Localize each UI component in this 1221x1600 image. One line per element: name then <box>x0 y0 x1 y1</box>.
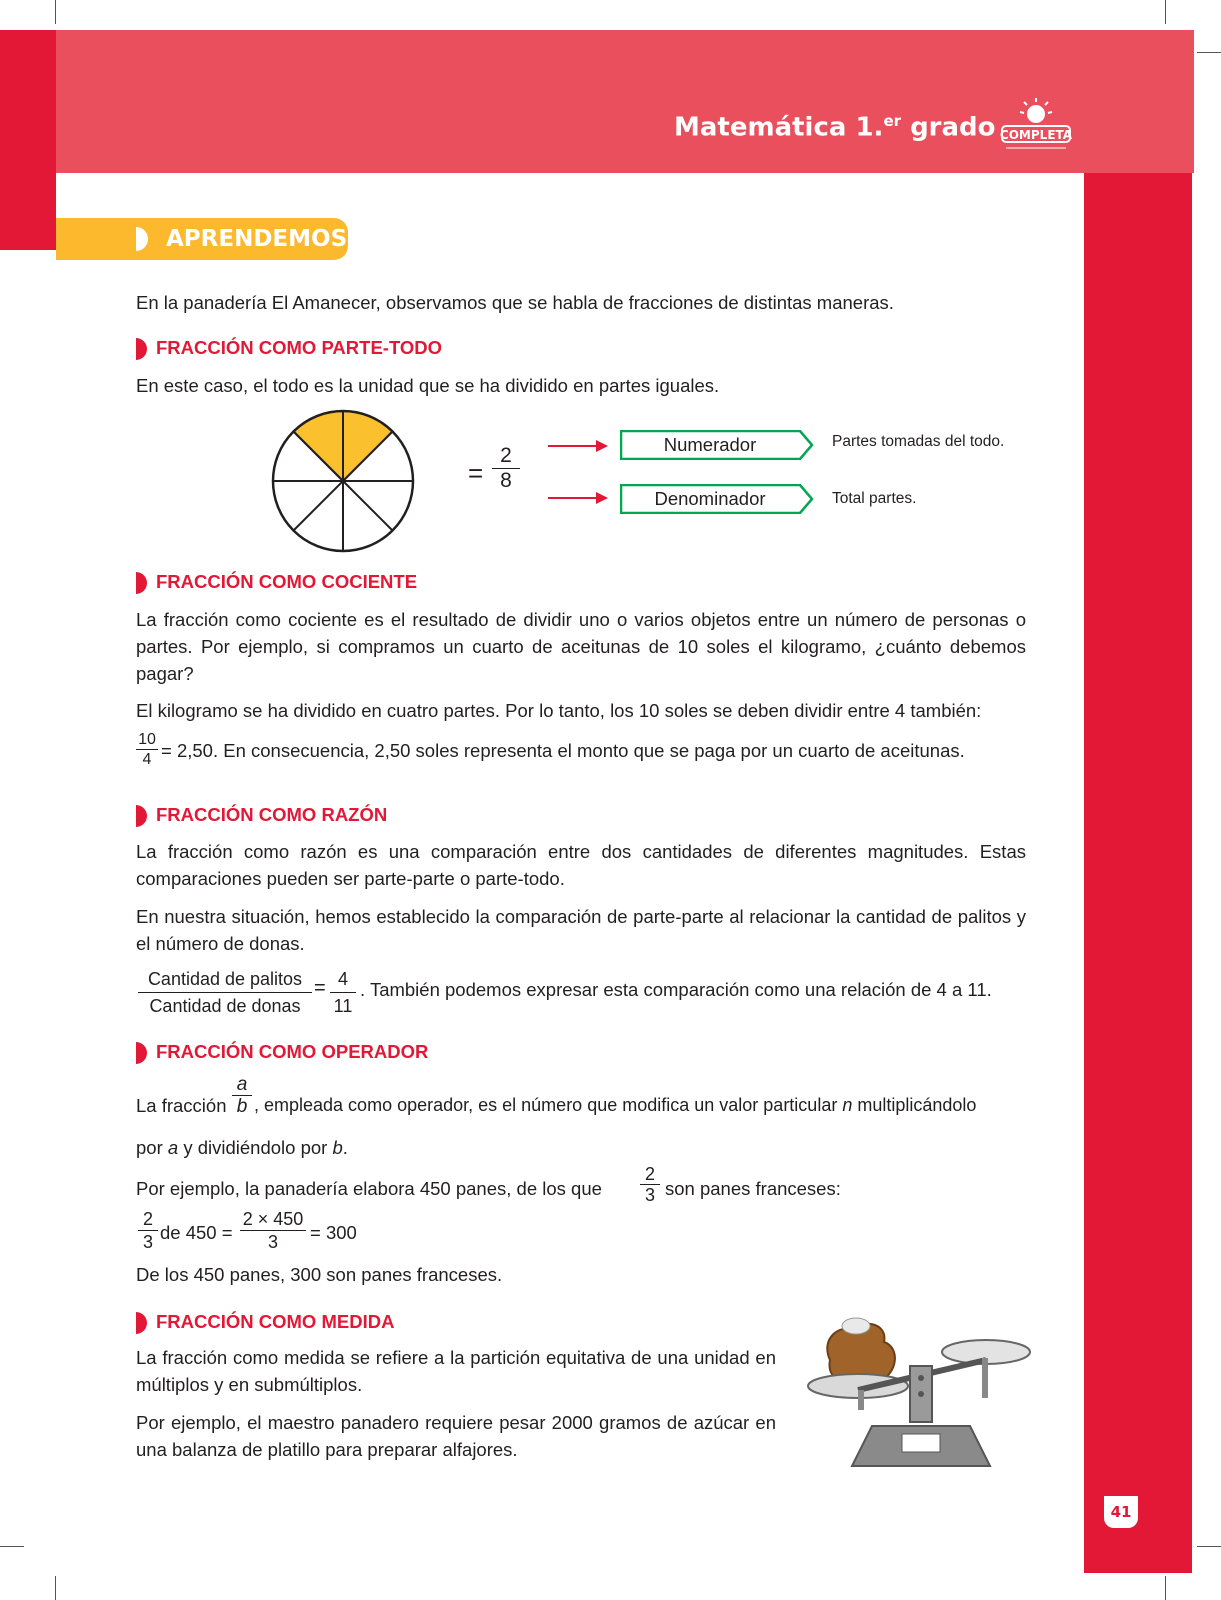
equation-middle: de 450 = <box>160 1222 233 1243</box>
numerator: 2 <box>500 444 512 467</box>
fraction-10-4 <box>136 730 158 769</box>
operador-text-b <box>254 1092 1044 1119</box>
variable-b: b <box>332 1137 343 1158</box>
fraction-2-3-equation <box>138 1208 158 1253</box>
variable-a: a <box>167 1137 179 1158</box>
equation-result: = 300 <box>310 1222 357 1243</box>
denominador-box <box>620 484 814 514</box>
numerator: 2 <box>644 1164 655 1184</box>
parte-todo-text: En este caso, el todo es la unidad que se ha dividido en partes iguales. <box>136 375 720 396</box>
medida-paragraph-1: La fracción como medida se refiere a la partición equitativa de una unidad en múltiplos y en submúltiplos. <box>136 1347 776 1395</box>
cociente-paragraph-3: = 2,50. En consecuencia, 2,50 soles representa el monto que se paga por un cuarto de aceitunas. <box>161 740 965 761</box>
fraction-2-8 <box>492 444 520 493</box>
half-circle-bullet-icon <box>136 1312 147 1334</box>
crop-mark <box>55 1576 56 1600</box>
heading-label: FRACCIÓN COMO RAZÓN <box>156 804 388 825</box>
equals-sign: = <box>314 977 326 999</box>
denominator: 3 <box>142 1232 153 1252</box>
denominator: b <box>236 1096 248 1117</box>
arrow-right-icon <box>548 490 610 506</box>
heading-label: FRACCIÓN COMO MEDIDA <box>156 1311 395 1332</box>
fraction-palitos-donas <box>138 966 312 1019</box>
text-span: y dividiéndolo por <box>178 1137 333 1158</box>
text-span: por <box>136 1137 168 1158</box>
page-title: Matemática 1.$^{er}$ grado <box>674 112 996 143</box>
right-color-band <box>1084 173 1192 1573</box>
equals-sign: = <box>468 458 484 488</box>
fraction-4-11 <box>330 966 356 1019</box>
medida-paragraph-2: Por ejemplo, el maestro panadero requiere pesar 2000 gramos de azúcar en una balanza de platillo para preparar alfajores. <box>136 1412 776 1460</box>
jornada-logo-icon <box>996 96 1076 156</box>
numerador-label: Numerador <box>663 434 757 455</box>
fraction-circle <box>270 408 416 554</box>
variable-n: n <box>842 1095 853 1115</box>
denominator: 3 <box>644 1185 655 1205</box>
half-circle-bullet-icon <box>136 1042 147 1064</box>
razon-paragraph-2: En nuestra situación, hemos establecido la comparación de parte-parte al relacionar la cantidad de palitos y el número de donas. <box>136 906 1026 954</box>
heading-label: FRACCIÓN COMO COCIENTE <box>156 571 418 592</box>
operador-paragraph-3a: Por ejemplo, la panadería elabora 450 panes, de los que <box>136 1178 602 1199</box>
intro-text: En la panadería El Amanecer, observamos que se habla de fracciones de distintas maneras. <box>136 292 894 313</box>
numerator: a <box>236 1074 248 1095</box>
fraction-2-3 <box>640 1164 660 1205</box>
text-span: . <box>342 1137 348 1158</box>
denominator: 4 <box>142 751 152 768</box>
aprendemos-badge <box>56 218 348 260</box>
svg-text:COMPLETA: COMPLETA <box>999 128 1073 142</box>
balance-scale-image <box>806 1308 1032 1468</box>
denominator: Cantidad de donas <box>149 996 301 1016</box>
numerator: 4 <box>337 969 348 989</box>
crop-mark <box>1165 1576 1166 1600</box>
cociente-paragraph-1: La fracción como cociente es el resultado de dividir uno o varios objetos entre un número de personas o partes. Por ejemplo, si compramos un cuarto de aceitunas de 10 soles el kilogramo, ¿cuánto debemos pagar? <box>136 609 1026 684</box>
fraction-a-b <box>232 1074 252 1117</box>
razon-paragraph-1: La fracción como razón es una comparación entre dos cantidades de diferentes magnitudes. Estas comparaciones pueden ser parte-parte o parte-todo. <box>136 841 1026 889</box>
text-span: , empleada como operador, es el número que modifica un valor particular <box>254 1095 843 1115</box>
cociente-paragraph-2: El kilogramo se ha dividido en cuatro partes. Por lo tanto, los 10 soles se deben dividir entre 4 también: <box>136 700 982 721</box>
denominador-label: Denominador <box>654 488 766 509</box>
operador-paragraph-4: De los 450 panes, 300 son panes franceses. <box>136 1264 503 1285</box>
text-span: multiplicándolo <box>852 1095 977 1115</box>
numerator: 2 <box>142 1209 153 1229</box>
crop-mark <box>1165 0 1166 24</box>
half-circle-icon <box>136 227 148 251</box>
half-circle-bullet-icon <box>136 338 147 360</box>
denominator: 8 <box>500 469 512 492</box>
half-circle-bullet-icon <box>136 805 147 827</box>
crop-mark <box>0 1546 24 1547</box>
arrow-right-icon <box>548 438 610 454</box>
razon-paragraph-3: . También podemos expresar esta comparación como una relación de 4 a 11. <box>360 979 992 1000</box>
operador-paragraph-3b: son panes franceses: <box>665 1178 841 1199</box>
numerador-box <box>620 430 814 460</box>
left-color-strip <box>0 30 56 250</box>
denominator: 11 <box>333 996 353 1016</box>
half-circle-bullet-icon <box>136 572 147 594</box>
heading-label: FRACCIÓN COMO OPERADOR <box>156 1041 429 1062</box>
denominator: 3 <box>267 1232 278 1252</box>
crop-mark <box>55 0 56 24</box>
page-number: 41 <box>1104 1496 1138 1528</box>
operador-paragraph-2 <box>136 1134 348 1161</box>
operador-text-a: La fracción <box>136 1095 227 1116</box>
numerator: 10 <box>138 731 156 748</box>
denominador-description: Total partes. <box>832 490 917 507</box>
numerador-description: Partes tomadas del todo. <box>832 433 1005 450</box>
aprendemos-label: APRENDEMOS <box>166 226 348 252</box>
crop-mark <box>1197 52 1221 53</box>
numerator: Cantidad de palitos <box>147 969 303 989</box>
crop-mark <box>1197 1546 1221 1547</box>
heading-label: FRACCIÓN COMO PARTE-TODO <box>156 337 443 358</box>
numerator: 2 × 450 <box>242 1209 304 1229</box>
fraction-2x450-3 <box>240 1208 306 1253</box>
